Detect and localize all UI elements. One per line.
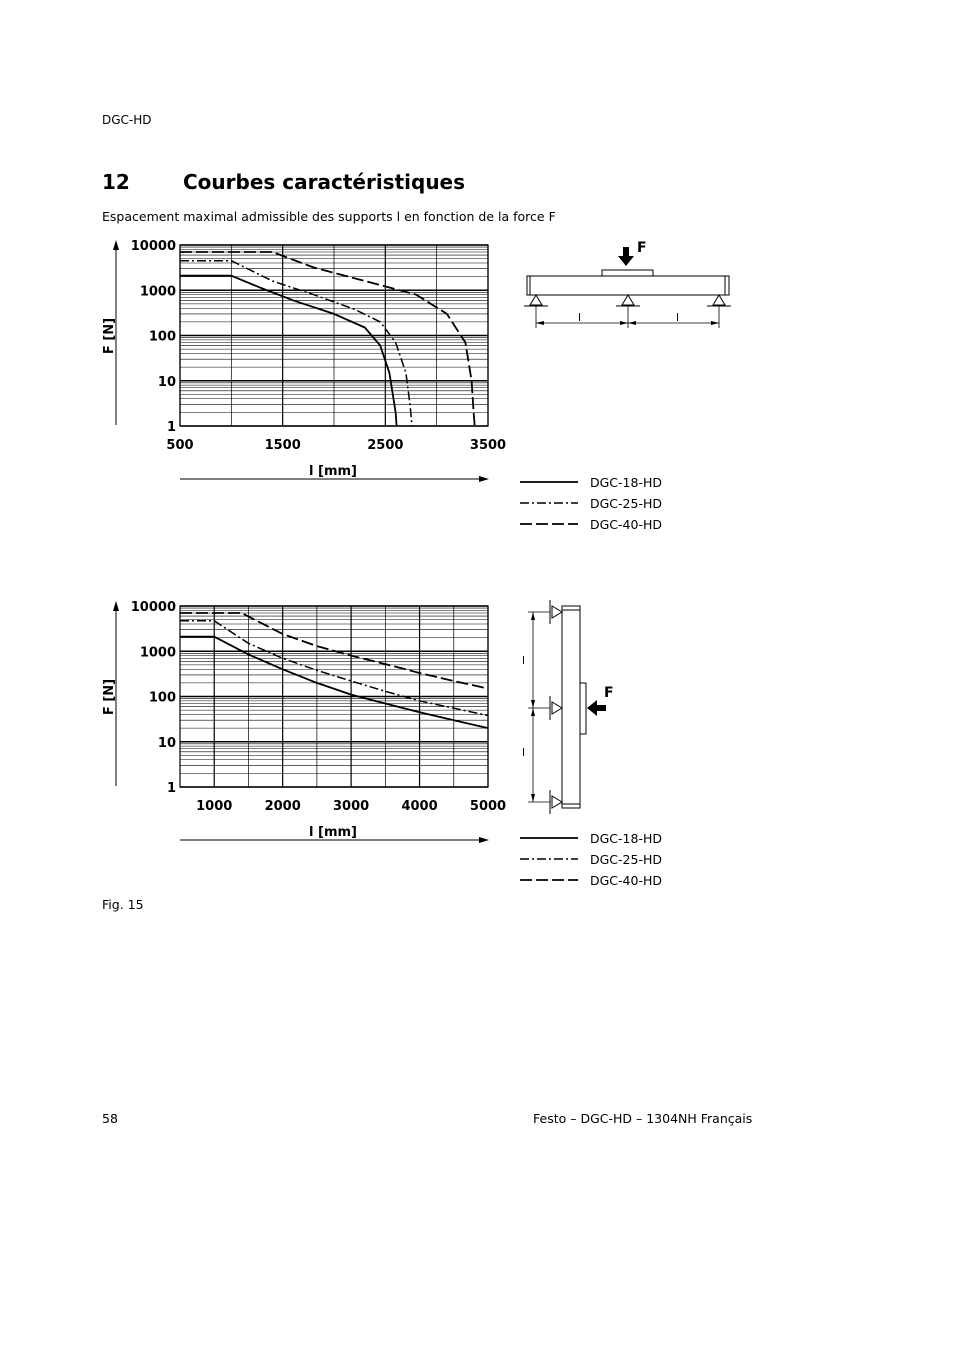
force-label-top: F bbox=[637, 240, 647, 256]
section-title: Courbes caractéristiques bbox=[183, 170, 466, 194]
y-tick-label: 10 bbox=[157, 374, 176, 390]
chart-bottom-y-arrowhead bbox=[113, 601, 119, 611]
x-tick-label: 1000 bbox=[196, 799, 233, 814]
chart-bottom-legend bbox=[520, 831, 662, 888]
series-line-dgc-18-hd bbox=[180, 276, 397, 426]
beam-horizontal-diagram bbox=[524, 240, 731, 328]
beam-body bbox=[527, 276, 729, 295]
intro-text: Espacement maximal admissible des supports l en fonction de la force F bbox=[102, 209, 556, 224]
running-header: DGC-HD bbox=[102, 113, 152, 127]
chart-bottom-ticks bbox=[131, 600, 506, 814]
y-tick-label: 1 bbox=[166, 420, 176, 435]
chart-bottom-series bbox=[180, 613, 488, 728]
chart-top-y-arrowhead bbox=[113, 240, 119, 250]
footer-doc-ref: Festo – DGC-HD – 1304NH Français bbox=[533, 1111, 753, 1126]
y-tick-label: 1000 bbox=[139, 645, 176, 661]
section-number: 12 bbox=[102, 170, 130, 194]
force-arrow-down-icon bbox=[618, 247, 634, 266]
x-tick-label: 5000 bbox=[469, 799, 507, 814]
vsupport-bottom-icon bbox=[550, 790, 562, 814]
x-tick-label: 3000 bbox=[333, 799, 370, 814]
vdim-arrow-2 bbox=[531, 700, 535, 708]
chart-bottom-x-arrowhead bbox=[479, 837, 489, 843]
x-tick-label: 500 bbox=[166, 438, 194, 453]
support-middle-icon bbox=[616, 295, 640, 306]
x-tick-label: 3500 bbox=[469, 438, 507, 453]
chart-top-ylabel: F [N] bbox=[102, 317, 117, 355]
support-left-icon bbox=[524, 295, 548, 306]
chart-top-series bbox=[180, 252, 475, 426]
series-line-dgc-25-hd bbox=[180, 621, 488, 716]
chart-top-x-arrowhead bbox=[479, 476, 489, 482]
y-tick-label: 10 bbox=[157, 735, 176, 751]
vbeam-body bbox=[562, 606, 580, 808]
span-label-1: l bbox=[578, 311, 582, 324]
y-tick-label: 10000 bbox=[130, 600, 176, 615]
vdim-arrow-4 bbox=[531, 794, 535, 802]
legend-label: DGC-18-HD bbox=[590, 475, 662, 490]
legend-label: DGC-40-HD bbox=[590, 873, 662, 888]
dim-arrow-1 bbox=[536, 321, 544, 325]
legend-label: DGC-18-HD bbox=[590, 831, 662, 846]
span-label-2: l bbox=[676, 311, 680, 324]
chart-top-xlabel: l [mm] bbox=[309, 464, 357, 479]
force-label-side: F bbox=[604, 685, 614, 701]
chart-bottom-xlabel: l [mm] bbox=[309, 825, 357, 840]
y-tick-label: 10000 bbox=[130, 239, 176, 254]
chart-top-ticks bbox=[131, 239, 506, 453]
y-tick-label: 100 bbox=[148, 690, 176, 706]
chart-bottom-ylabel: F [N] bbox=[102, 678, 117, 716]
legend-label: DGC-25-HD bbox=[590, 852, 662, 867]
chart-top-legend bbox=[520, 475, 662, 532]
y-tick-label: 100 bbox=[148, 329, 176, 345]
vdim-arrow-1 bbox=[531, 612, 535, 620]
legend-label: DGC-40-HD bbox=[590, 517, 662, 532]
y-tick-label: 1000 bbox=[139, 284, 176, 300]
x-tick-label: 2500 bbox=[367, 438, 404, 453]
figure-caption: Fig. 15 bbox=[102, 897, 144, 912]
x-tick-label: 4000 bbox=[401, 799, 438, 814]
x-tick-label: 1500 bbox=[264, 438, 301, 453]
vspan-label-2: l bbox=[522, 746, 526, 759]
page-number: 58 bbox=[102, 1111, 118, 1126]
support-right-icon bbox=[707, 295, 731, 306]
vsupport-top-icon bbox=[550, 600, 562, 624]
chart-top-grid bbox=[180, 245, 488, 426]
beam-vertical-diagram bbox=[522, 600, 614, 814]
vspan-label-1: l bbox=[522, 654, 526, 667]
y-tick-label: 1 bbox=[166, 781, 176, 796]
legend-label: DGC-25-HD bbox=[590, 496, 662, 511]
dim-arrow-2 bbox=[620, 321, 628, 325]
x-tick-label: 2000 bbox=[264, 799, 301, 814]
series-line-dgc-40-hd bbox=[180, 252, 475, 426]
dim-arrow-4 bbox=[711, 321, 719, 325]
vdim-arrow-3 bbox=[531, 708, 535, 716]
vcarriage-block bbox=[580, 683, 586, 734]
dim-arrow-3 bbox=[628, 321, 636, 325]
vsupport-middle-icon bbox=[550, 696, 562, 720]
carriage-block bbox=[602, 270, 653, 276]
force-arrow-left-icon bbox=[587, 700, 606, 716]
chart-bottom-grid bbox=[180, 606, 488, 787]
